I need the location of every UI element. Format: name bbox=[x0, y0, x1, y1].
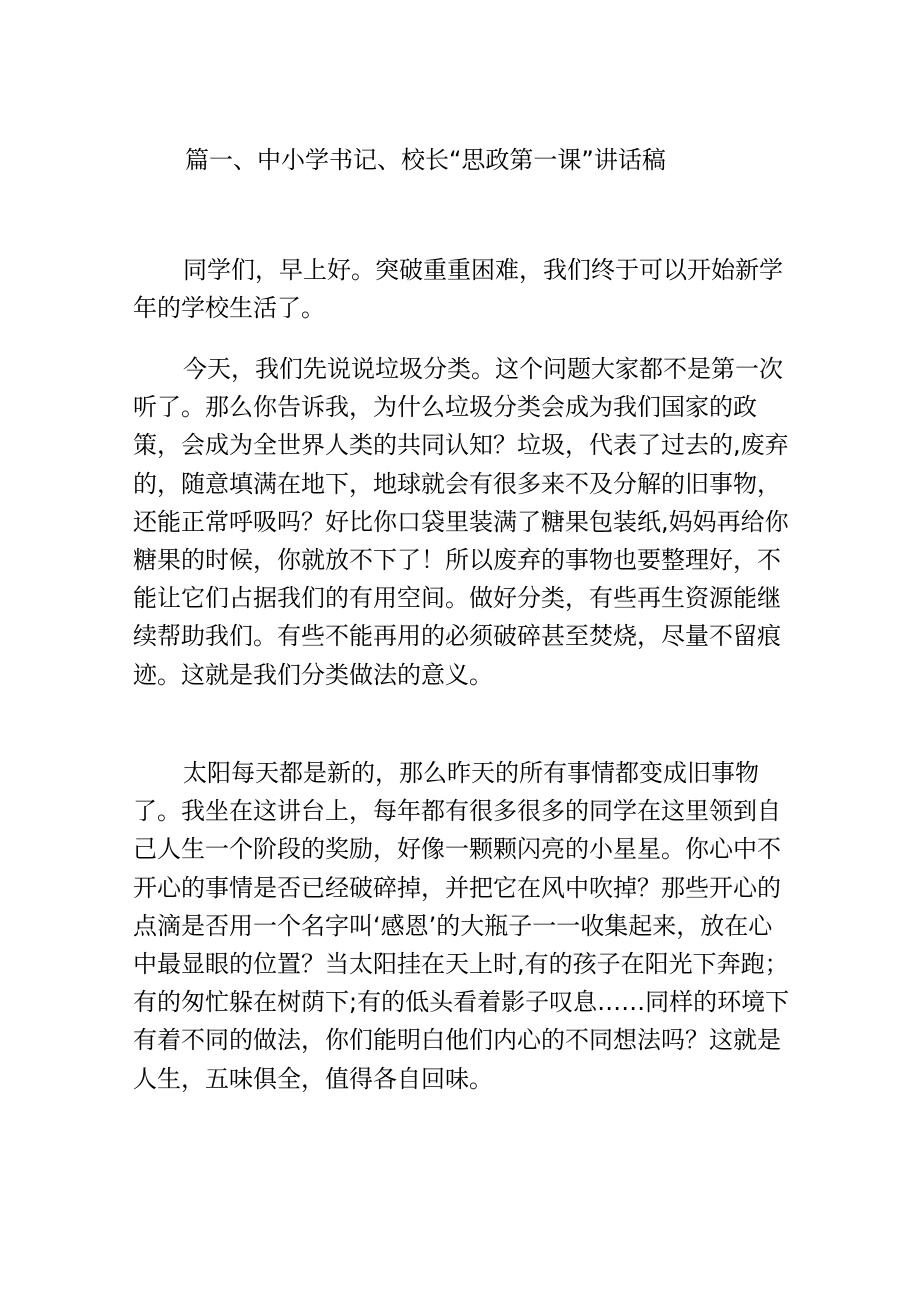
document-title: 篇一、中小学书记、校长“思政第一课”讲话稿 bbox=[185, 146, 666, 174]
paragraph-greeting: 同学们，早上好。突破重重困难，我们终于可以开始新学年的学校生活了。 bbox=[133, 256, 783, 323]
paragraph-sun: 太阳每天都是新的，那么昨天的所有事情都变成旧事物了。我坐在这讲台上，每年都有很多很多的同学在这里领到自己人生一个阶段的奖励，好像一颗颗闪亮的小星星。你心中不开心的事情是否已经破碎掉，并把它在风中吹掉？那些开心的点滴是否用一个名字叫‘感恩’的大瓶子一一收集起来，放在心中最显眼的位置？当太阳挂在天上时,有的孩子在阳光下奔跑；有的匆忙躲在树荫下;有的低头看着影子叹息……同样的环境下有着不同的做法，你们能明白他们内心的不同想法吗？这就是人生，五味俱全，值得各自回味。 bbox=[133, 759, 790, 1093]
paragraph-garbage-sorting: 今天，我们先说说垃圾分类。这个问题大家都不是第一次听了。那么你告诉我，为什么垃圾分类会成为我们国家的政策，会成为全世界人类的共同认知？垃圾，代表了过去的,废弃的，随意填满在地下，地球就会有很多来不及分解的旧事物，还能正常呼吸吗？好比你口袋里装满了糖果包装纸,妈妈再给你糖果的时候，你就放不下了！所以废弃的事物也要整理好，不能让它们占据我们的有用空间。做好分类，有些再生资源能继续帮助我们。有些不能再用的必须破碎甚至焚烧，尽量不留痕迹。这就是我们分类做法的意义。 bbox=[133, 355, 789, 689]
